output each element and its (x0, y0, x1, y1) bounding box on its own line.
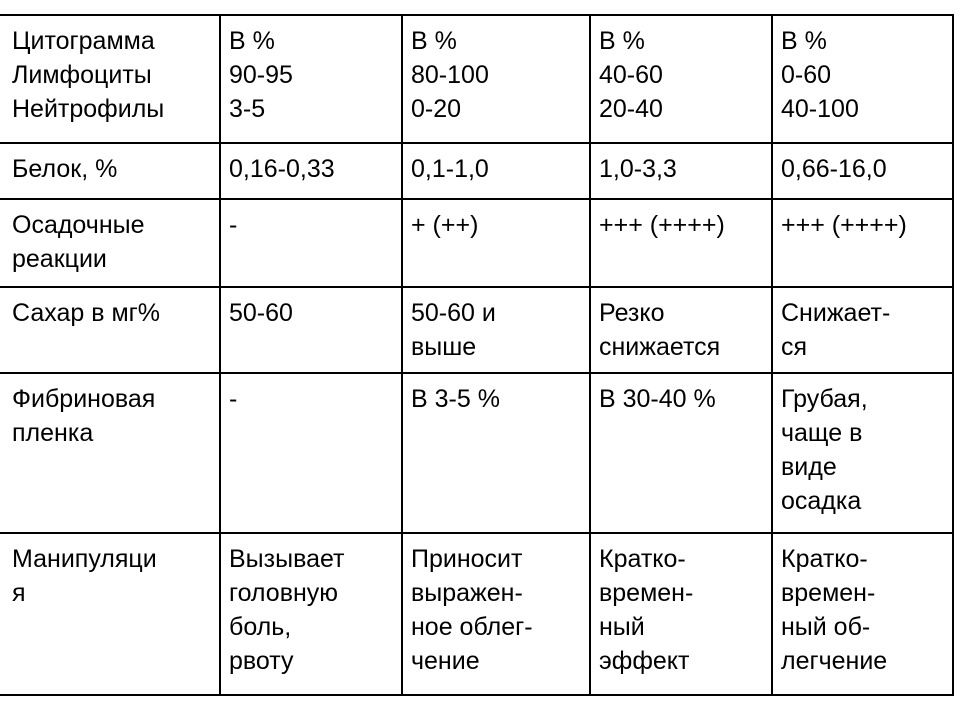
table-cell: 0,66-16,0 (772, 143, 953, 199)
comparison-table (0, 14, 954, 696)
table-cell: В % 40-60 20-40 (590, 15, 772, 143)
table-cell: 0,1-1,0 (402, 143, 590, 199)
table-cell: +++ (++++) (590, 199, 772, 287)
table-cell: Грубая, чаще в виде осадка (772, 373, 953, 533)
row-header-fibrin: Фибриновая пленка (0, 373, 220, 533)
table-cell: 0,16-0,33 (220, 143, 402, 199)
data-table (0, 14, 953, 696)
table-row (0, 199, 953, 287)
row-header-sediment: Осадочные реакции (0, 199, 220, 287)
table-cell: - (220, 199, 402, 287)
table-cell: - (220, 373, 402, 533)
table-cell: Приносит выражен- ное облег- чение (402, 533, 590, 695)
table-row (0, 143, 953, 199)
table-row (0, 15, 953, 143)
table-cell: В % 80-100 0-20 (402, 15, 590, 143)
row-header-protein: Белок, % (0, 143, 220, 199)
table-row (0, 373, 953, 533)
table-cell: 50-60 (220, 287, 402, 373)
table-cell: 1,0-3,3 (590, 143, 772, 199)
table-cell: 50-60 и выше (402, 287, 590, 373)
table-cell: Кратко- времен- ный об- легчение (772, 533, 953, 695)
table-cell: Кратко- времен- ный эффект (590, 533, 772, 695)
row-header-manipulation: Манипуляци я (0, 533, 220, 695)
table-cell: +++ (++++) (772, 199, 953, 287)
table-row (0, 287, 953, 373)
table-cell: В % 90-95 3-5 (220, 15, 402, 143)
table-cell: Снижает- ся (772, 287, 953, 373)
table-cell: В 3-5 % (402, 373, 590, 533)
row-header-sugar: Сахар в мг% (0, 287, 220, 373)
table-cell: В 30-40 % (590, 373, 772, 533)
table-cell: В % 0-60 40-100 (772, 15, 953, 143)
table-cell: Вызывает головную боль, рвоту (220, 533, 402, 695)
table-cell: + (++) (402, 199, 590, 287)
table-cell: Резко снижается (590, 287, 772, 373)
table-row (0, 533, 953, 695)
row-header-cytogram: Цитограмма Лимфоциты Нейтрофилы (0, 15, 220, 143)
